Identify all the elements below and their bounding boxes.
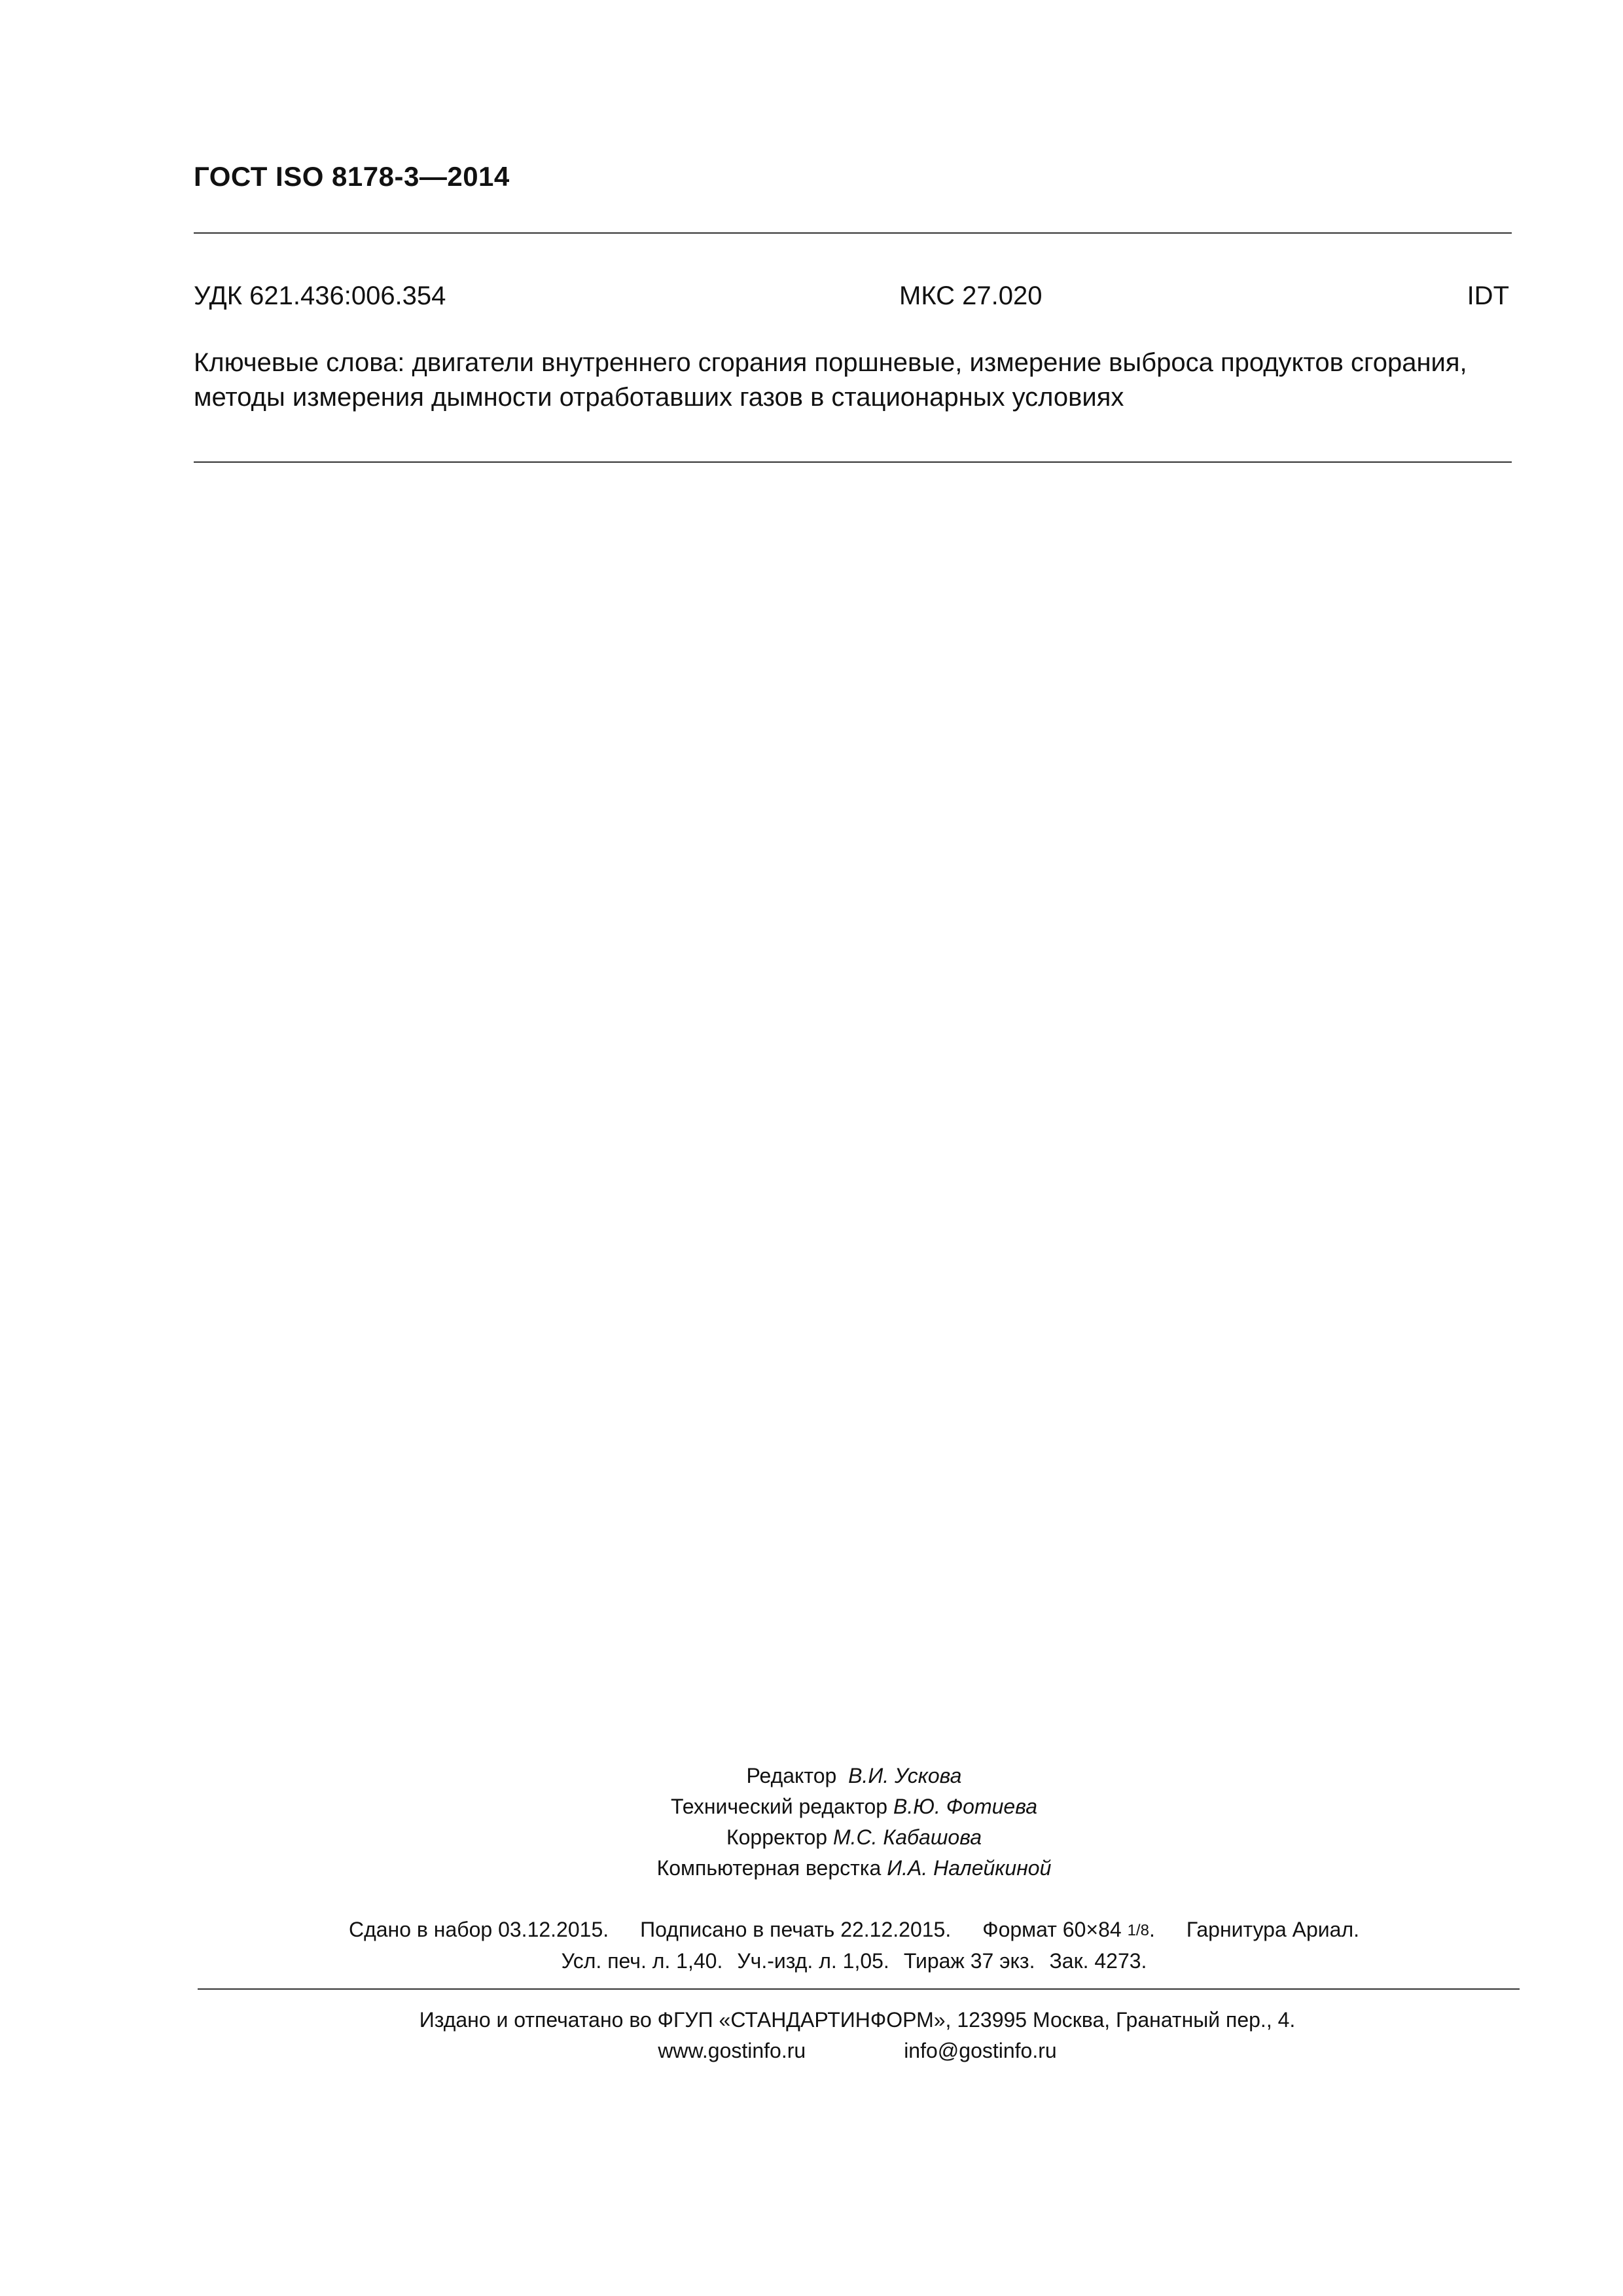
typeface: Гарнитура Ариал. xyxy=(1186,1918,1360,1941)
publisher-contacts xyxy=(0,2036,1623,2066)
website-link[interactable]: www.gostinfo.ru xyxy=(658,2039,806,2062)
bottom-divider xyxy=(198,1988,1520,1990)
keywords-line-2: методы измерения дымности отработавших газов в стационарных условиях xyxy=(194,383,1124,412)
email-link[interactable]: info@gostinfo.ru xyxy=(904,2039,1057,2062)
udk-code: УДК 621.436:006.354 xyxy=(194,281,446,310)
tech-editor-line xyxy=(0,1791,1623,1822)
layout-name: И.А. Налейкиной xyxy=(887,1856,1052,1880)
print-sheets: Усл. печ. л. 1,40. xyxy=(561,1949,723,1973)
layout-line xyxy=(0,1853,1623,1884)
editor-line xyxy=(0,1761,1623,1791)
signed-date: Подписано в печать 22.12.2015. xyxy=(640,1918,952,1941)
print-info-line-2 xyxy=(0,1946,1623,1976)
idt-marker: IDT xyxy=(1467,281,1509,310)
mks-code: МКС 27.020 xyxy=(899,281,1043,310)
publication-sheets: Уч.-изд. л. 1,05. xyxy=(737,1949,889,1973)
print-run: Тираж 37 экз. xyxy=(903,1949,1035,1973)
top-divider xyxy=(194,232,1512,234)
print-info-block xyxy=(0,1914,1623,1976)
middle-divider xyxy=(194,461,1512,463)
document-code: ГОСТ ISO 8178-3—2014 xyxy=(194,161,510,192)
keywords-line-1: Ключевые слова: двигатели внутреннего сгорания поршневые, измерение выброса продуктов сгорания, xyxy=(194,348,1467,377)
paper-format: Формат 60×84 1/8. xyxy=(982,1918,1155,1941)
corrector-line xyxy=(0,1822,1623,1853)
editor-name: В.И. Ускова xyxy=(848,1764,962,1787)
corrector-name: М.С. Кабашова xyxy=(832,1825,982,1849)
submitted-date: Сдано в набор 03.12.2015. xyxy=(348,1918,609,1941)
editor-role: Редактор xyxy=(746,1764,837,1787)
publisher-block xyxy=(0,2005,1623,2066)
classification-row xyxy=(194,281,1509,318)
layout-role: Компьютерная верстка xyxy=(656,1856,882,1880)
tech-editor-role: Технический редактор xyxy=(670,1795,888,1818)
publisher-line: Издано и отпечатано во ФГУП «СТАНДАРТИНФОРМ», 123995 Москва, Гранатный пер., 4. xyxy=(419,2008,1296,2032)
tech-editor-name: В.Ю. Фотиева xyxy=(893,1795,1037,1818)
credits-block xyxy=(0,1761,1623,1884)
format-fraction: 1/8 xyxy=(1127,1922,1149,1939)
print-info-line-1 xyxy=(0,1914,1623,1946)
order-number: Зак. 4273. xyxy=(1049,1949,1147,1973)
corrector-role: Корректор xyxy=(726,1825,828,1849)
keywords-block xyxy=(194,346,1516,415)
